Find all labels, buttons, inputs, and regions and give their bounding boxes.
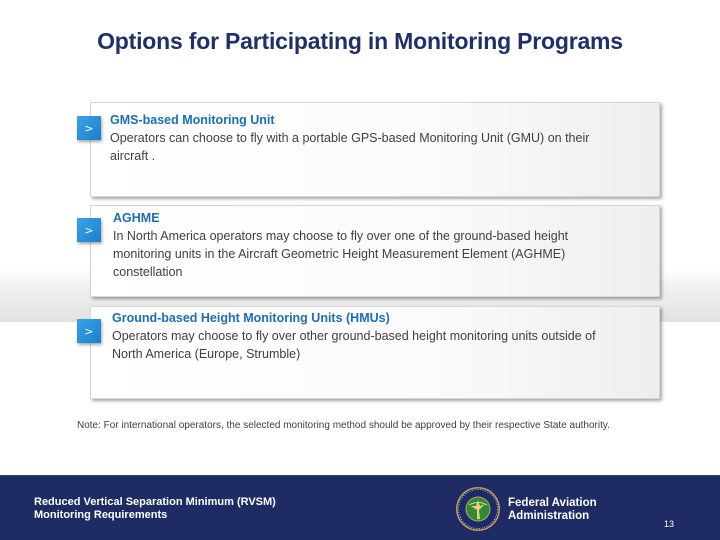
- faa-seal-icon: [455, 486, 501, 532]
- agency-name: [508, 497, 597, 523]
- note-text: Note: For international operators, the selected monitoring method should be approved by their respective State authority.: [77, 420, 610, 431]
- option-heading: AGHME: [113, 211, 160, 225]
- option-description: Operators can choose to fly with a portable GPS-based Monitoring Unit (GMU) on their aircraft .: [110, 131, 590, 163]
- option-card-body: [112, 310, 629, 363]
- chevron-right-icon: >: [77, 116, 101, 140]
- footer-bar: [0, 475, 720, 540]
- option-card-gmu: [84, 102, 660, 197]
- agency-name-line1: Federal Aviation: [508, 497, 597, 509]
- page-number: 13: [664, 519, 675, 529]
- presentation-title-line1: Reduced Vertical Separation Minimum (RVSM): [34, 496, 276, 508]
- chevron-right-icon: >: [77, 319, 101, 343]
- option-card-hmu: [84, 306, 660, 399]
- chevron-right-icon: >: [77, 218, 101, 242]
- agency-name-line2: Administration: [508, 510, 590, 522]
- slide-title: Options for Participating in Monitoring Programs: [97, 28, 623, 54]
- option-description: Operators may choose to fly over other ground-based height monitoring units outside of North America (Europe, Strumble): [112, 329, 596, 361]
- option-heading: Ground-based Height Monitoring Units (HMUs): [112, 311, 390, 325]
- option-card-body: [110, 112, 629, 165]
- option-card-aghme: [84, 205, 660, 297]
- option-description: In North America operators may choose to fly over one of the ground-based height monitoring units in the Aircraft Geometric Height Measurement Element (AGHME) constellation: [113, 229, 569, 279]
- presentation-title: [34, 496, 276, 522]
- option-heading: GMS-based Monitoring Unit: [110, 113, 275, 127]
- option-card-body: [113, 210, 629, 281]
- presentation-title-line2: Monitoring Requirements: [34, 509, 168, 521]
